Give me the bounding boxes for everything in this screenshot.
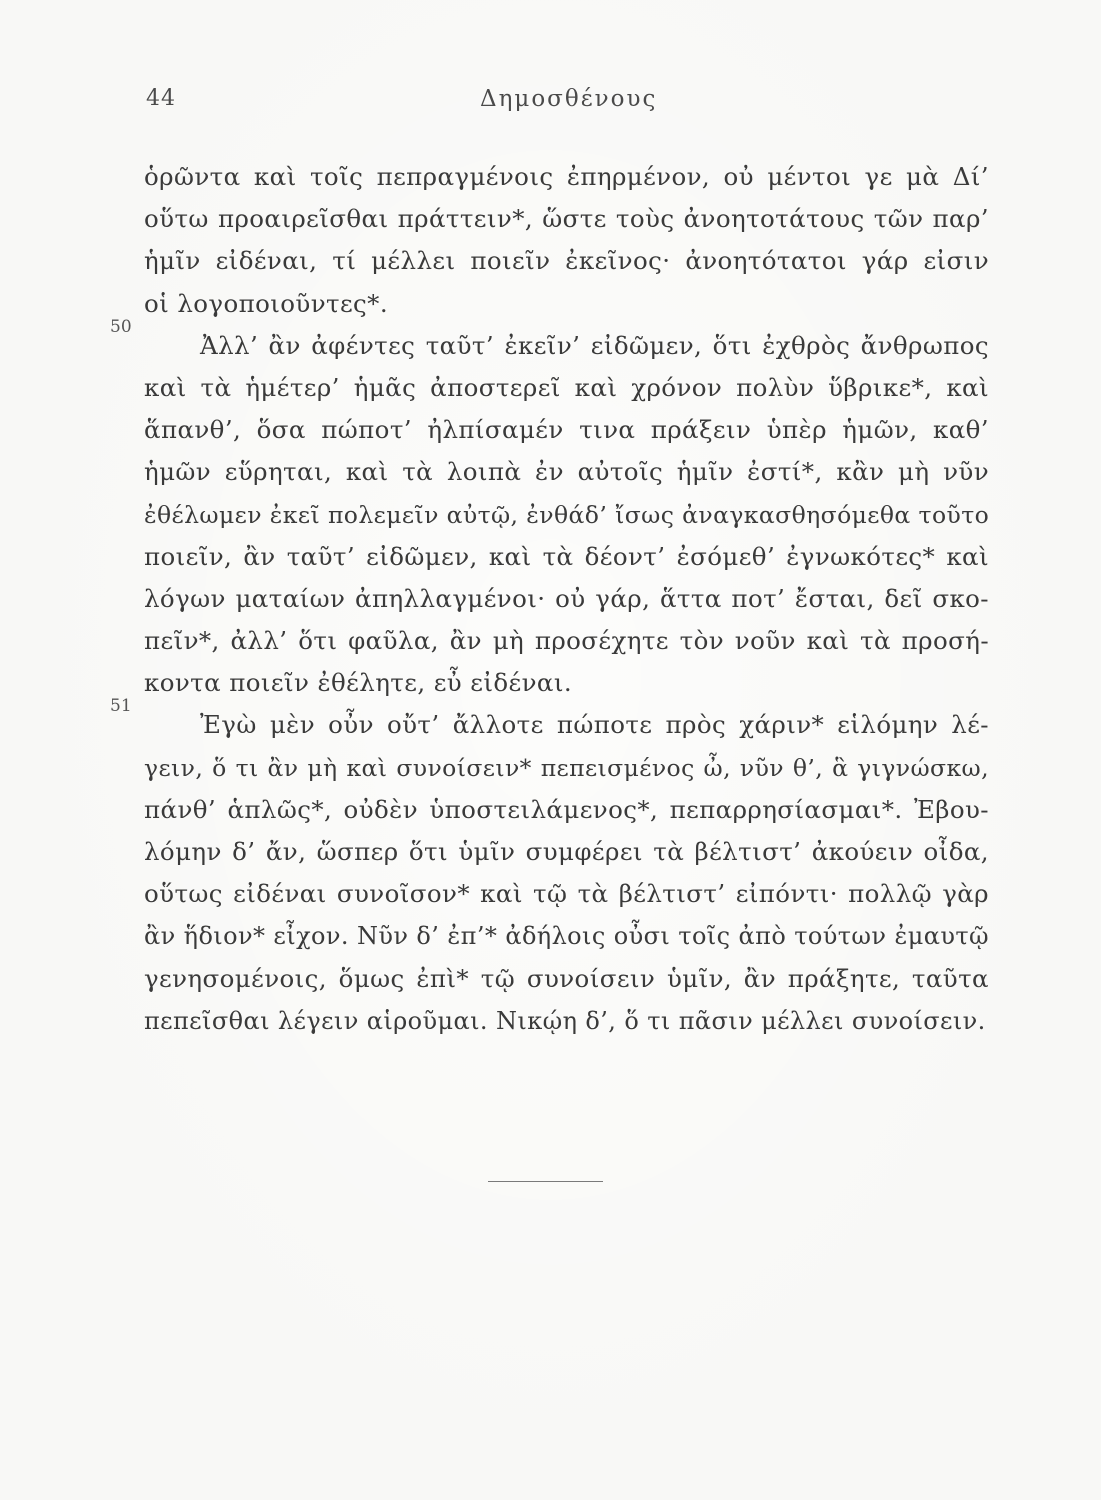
text-line: Ἐγὼ μὲν οὖν οὔτ’ ἄλλοτε πώποτε πρὸς χάριν* εἱλόμην λέ- [200,710,989,740]
text-line: ἐθέλωμεν ἐκεῖ πολεμεῖν αὐτῷ, ἐνθάδ’ ἴσως ἀναγκασθησόμεθα τοῦτο [144,500,990,529]
text-line: καὶ τὰ ἡμέτερ’ ἡμᾶς ἀποστερεῖ καὶ χρόνον πολὺν ὕβρικε*, καὶ [144,372,989,402]
text-line: οὕτως εἰδέναι συνοῖσον* καὶ τῷ τὰ βέλτιστ’ εἰπόντι· πολλῷ γὰρ [144,879,989,909]
page-header [0,86,1101,126]
text-line: κοντα ποιεῖν ἐθέλητε, εὖ εἰδέναι. [144,668,573,698]
text-line: οὕτω προαιρεῖσθαι πράττειν*, ὥστε τοὺς ἀνοητοτάτους τῶν παρ’ [144,204,989,234]
text-line: γειν, ὅ τι ἂν μὴ καὶ συνοίσειν* πεπεισμένος ὦ, νῦν θ’, ἃ γιγνώσκω, [144,753,989,782]
section-number-50: 50 [110,317,132,337]
paragraph-51 [144,704,989,1042]
text-line: πεπεῖσθαι λέγειν αἱροῦμαι. Νικῴη δ’, ὅ τι πᾶσιν μέλλει συνοίσειν. [144,1006,986,1035]
text-line: Ἀλλ’ ἂν ἀφέντες ταῦτ’ ἐκεῖν’ εἰδῶμεν, ὅτι ἐχθρὸς ἄνθρωπος [200,330,989,360]
text-line: ἂν ἥδιον* εἶχον. Νῦν δ’ ἐπ’* ἀδήλοις οὖσι τοῖς ἀπὸ τούτων ἐμαυτῷ [144,922,989,951]
page-number: 44 [146,86,176,111]
text-line: οἱ λογοποιοῦντες*. [144,288,389,318]
text-line: ἡμῖν εἰδέναι, τί μέλλει ποιεῖν ἐκεῖνος· ἀνοητότατοι γάρ εἰσιν [144,246,989,276]
text-line: ἅπανθ’, ὅσα πώποτ’ ἠλπίσαμέν τινα πράξειν ὑπὲρ ἡμῶν, καθ’ [144,415,989,445]
running-title: Δημοσθένους [480,86,658,112]
section-number-51: 51 [110,696,132,716]
body-text [144,156,989,1042]
text-line: ποιεῖν, ἂν ταῦτ’ εἰδῶμεν, καὶ τὰ δέοντ’ ἐσόμεθ’ ἐγνωκότες* καὶ [144,541,989,571]
text-line: λόγων ματαίων ἀπηλλαγμένοι· οὐ γάρ, ἅττα ποτ’ ἔσται, δεῖ σκο- [144,583,989,613]
text-line: ἡμῶν εὕρηται, καὶ τὰ λοιπὰ ἐν αὐτοῖς ἡμῖν ἐστί*, κἂν μὴ νῦν [144,457,989,487]
text-line: πάνθ’ ἁπλῶς*, οὐδὲν ὑποστειλάμενος*, πεπαρρησίασμαι*. Ἐβου- [144,794,989,824]
text-line: γενησομένοις, ὅμως ἐπὶ* τῷ συνοίσειν ὑμῖν, ἂν πράξητε, ταῦτα [144,963,989,993]
text-line: ὁρῶντα καὶ τοῖς πεπραγμένοις ἐπηρμένον, οὐ μέντοι γε μὰ Δί’ [144,162,989,191]
end-rule [488,1181,603,1182]
text-line: πεῖν*, ἀλλ’ ὅτι φαῦλα, ἂν μὴ προσέχητε τὸν νοῦν καὶ τὰ προσή- [144,626,989,656]
paragraph-50 [144,325,989,705]
paragraph-continuation [144,156,989,325]
text-line: λόμην δ’ ἄν, ὥσπερ ὅτι ὑμῖν συμφέρει τὰ βέλτιστ’ ἀκούειν οἶδα, [144,837,989,866]
